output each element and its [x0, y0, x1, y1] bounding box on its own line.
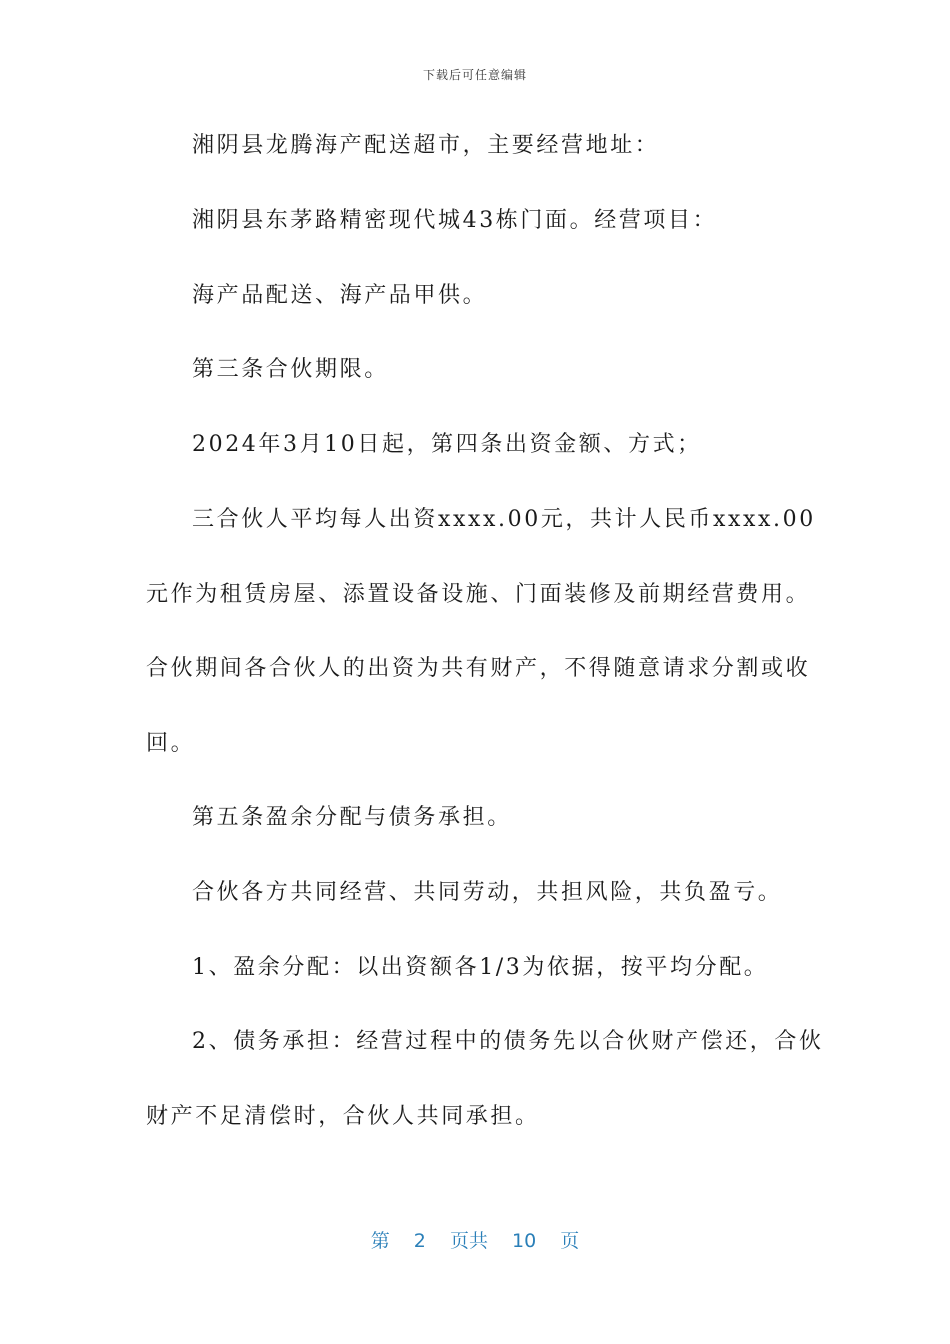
current-page-number: 2: [413, 1230, 426, 1252]
total-pages-number: 10: [512, 1230, 537, 1252]
body-line: 2、债务承担：经营过程中的债务先以合伙财产偿还，合伙: [192, 1029, 824, 1054]
page-label-mid: 页共: [449, 1230, 488, 1252]
body-line: 2024年3月10日起，第四条出资金额、方式；: [192, 432, 702, 457]
body-line: 三合伙人平均每人出资xxxx.00元，共计人民币xxxx.00: [192, 507, 816, 532]
body-line: 财产不足清偿时，合伙人共同承担。: [146, 1104, 540, 1129]
body-line: 1、盈余分配：以出资额各1/3为依据，按平均分配。: [192, 955, 769, 980]
header-note: 下载后可任意编辑: [422, 68, 527, 82]
body-line: 元作为租赁房屋、添置设备设施、门面装修及前期经营费用。: [146, 582, 811, 607]
page-number-footer: [0, 1226, 950, 1253]
body-line: 海产品配送、海产品甲供。: [192, 283, 488, 308]
body-line: 第三条合伙期限。: [192, 357, 389, 382]
body-line: 湘阴县东茅路精密现代城43栋门面。经营项目：: [192, 208, 718, 233]
body-line: 合伙各方共同经营、共同劳动，共担风险，共负盈亏。: [192, 880, 783, 905]
body-line: 回。: [146, 731, 196, 756]
body-line: 湘阴县龙腾海产配送超市，主要经营地址：: [192, 133, 660, 158]
page-label-prefix: 第: [370, 1230, 390, 1252]
body-line: 第五条盈余分配与债务承担。: [192, 805, 512, 830]
body-line: 合伙期间各合伙人的出资为共有财产，不得随意请求分割或收: [146, 656, 811, 681]
page-label-suffix: 页: [560, 1230, 580, 1252]
